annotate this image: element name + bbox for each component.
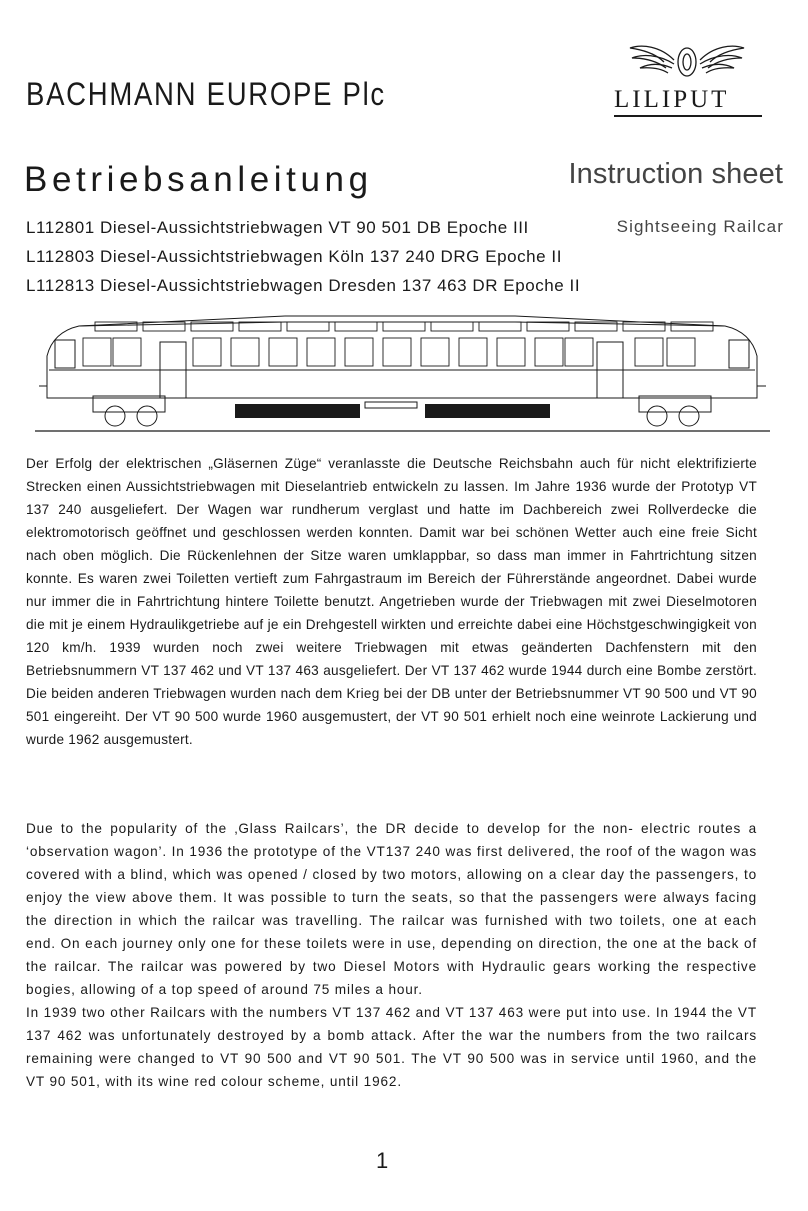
roof-window — [479, 322, 521, 331]
side-window — [497, 338, 525, 366]
side-window — [193, 338, 221, 366]
english-title: Instruction sheet — [568, 158, 783, 190]
company-name: BACHMANN EUROPE Plc — [26, 76, 386, 112]
german-description — [26, 452, 757, 751]
english-paragraph: Due to the popularity of the ‚Glass Railcars’, the DR decide to develop for the non- electric routes a ‘observation wagon’. In 1936 the prototype of the VT137 240 was first delivered, the roof of the wagon was covered with a blind, which was opened / closed by two motors, allowing on a clear day the passengers, to enjoy the view above them. It was possible to turn the seats, so that the passengers were always facing the direction in which the railcar was travelling. The railcar was furnished with two toilets, one at each end. On each journey only one for these toilets were in use, depending on direction, the one at the back of the railcar. The railcar was powered by two Diesel Motors with Hydraulic gears working the respective bogies, allowing of a top speed of around 75 miles a hour. — [26, 821, 757, 997]
german-paragraph: Der Erfolg der elektrischen „Gläsernen Züge“ veranlasste die Deutsche Reichsbahn auch für nicht elektrifizierte Strecken einen Aussichtstriebwagen mit Dieselantrieb entwickeln zu lassen. Im Jahre 1936 wurde der Prototyp VT 137 240 ausgeliefert. Der Wagen war rundherum verglast und hatte im Dachbereich zwei Rollverdecke die elektromotorisch geöffnet und geschlossen werden konnten. Damit war bei schönen Wetter auch eine freie Sicht nach oben möglich. Die Rückenlehnen der Sitze waren umklappbar, so dass man immer in Fahrtrichtung sitzen konnte. Es waren zwei Toiletten vertieft zum Fahrgastraum im Bereich der Führerstände angeordnet. Dabei wurde nur immer die in Fahrtrichtung hintere Toilette benutzt. Angetrieben wurde der Triebwagen mit zwei Dieselmotoren die mit je einem Hydraulikgetriebe auf je ein Drehgestell wirkten und erreichte dabei eine Höchstgeschwingigkeit von 120 km/h. 1939 wurden noch zwei weitere Triebwagen mit etwas geänderten Dachfenstern mit den Betriebsnummern VT 137 462 und VT 137 463 ausgeliefert. Der VT 137 462 wurde 1944 durch eine Bombe zerstört. Die beiden anderen Triebwagen wurden nach dem Krieg bei der DB unter der Betriebsnummer VT 90 500 und VT 90 501 eingereiht. Der VT 90 500 wurde 1960 ausgemustert, der VT 90 501 erhielt noch eine weinrote Lackierung und wurde 1962 ausgemustert. — [26, 456, 757, 747]
german-title: Betriebsanleitung — [24, 160, 373, 199]
roof-window — [143, 322, 185, 331]
roof-window — [431, 322, 473, 331]
side-window — [83, 338, 111, 366]
liliput-logo-text: LILIPUT — [614, 86, 730, 113]
side-window — [565, 338, 593, 366]
logo-underline — [614, 115, 762, 117]
roof-window — [383, 322, 425, 331]
side-window — [307, 338, 335, 366]
english-paragraph: In 1939 two other Railcars with the numbers VT 137 462 and VT 137 463 were put into use. In 1944 the VT 137 462 was unfortunately destroyed by a bomb attack. After the war the numbers from the two railcars remaining were changed to VT 90 500 and VT 90 501. The VT 90 500 was in service until 1960, and the VT 90 501, with its wine red colour scheme, until 1962. — [26, 1005, 757, 1089]
side-window — [635, 338, 663, 366]
product-list — [26, 213, 580, 300]
side-window — [231, 338, 259, 366]
side-window — [667, 338, 695, 366]
side-window — [421, 338, 449, 366]
english-description — [26, 817, 757, 1093]
railcar-line-drawing — [35, 298, 770, 438]
roof-window — [239, 322, 281, 331]
roof-window — [287, 322, 329, 331]
product-line: L112801 Diesel-Aussichtstriebwagen VT 90 501 DB Epoche III — [26, 218, 529, 237]
page-number: 1 — [376, 1148, 389, 1173]
product-line: L112803 Diesel-Aussichtstriebwagen Köln 137 240 DRG Epoche II — [26, 247, 562, 266]
side-window — [383, 338, 411, 366]
side-window — [345, 338, 373, 366]
side-window — [459, 338, 487, 366]
roof-window — [623, 322, 665, 331]
product-line: L112813 Diesel-Aussichtstriebwagen Dresden 137 463 DR Epoche II — [26, 276, 581, 295]
side-window — [113, 338, 141, 366]
side-window — [269, 338, 297, 366]
roof-window — [335, 322, 377, 331]
english-subtitle: Sightseeing Railcar — [616, 217, 784, 236]
side-window — [535, 338, 563, 366]
